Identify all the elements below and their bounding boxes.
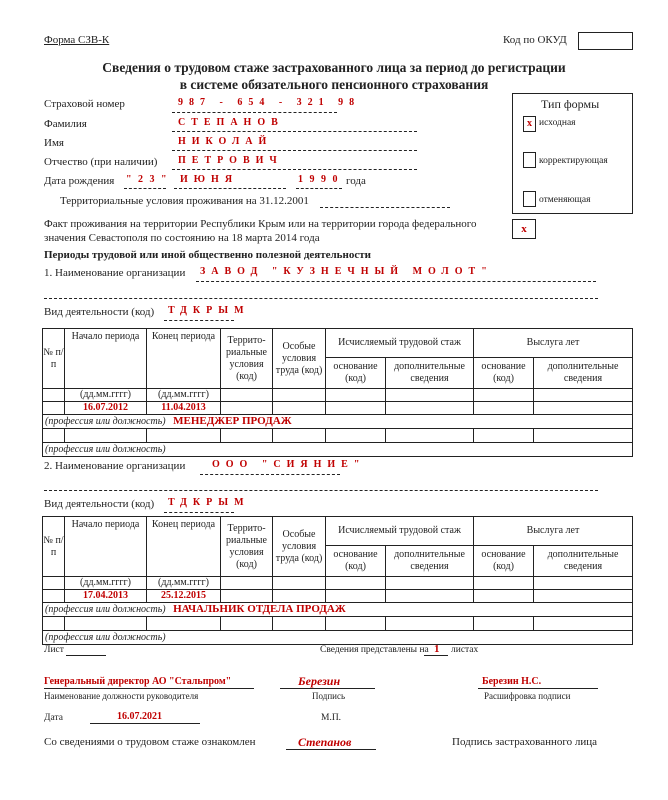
period-end[interactable]: 11.04.2013 — [147, 402, 221, 415]
service-basis-cell[interactable] — [474, 402, 534, 415]
service-extra-cell[interactable] — [534, 402, 633, 415]
head-name-underline — [478, 688, 598, 689]
insurance-label: Страховой номер — [44, 98, 125, 110]
stamp-place: М.П. — [321, 713, 342, 723]
form-type-original-checkbox[interactable]: х — [523, 116, 536, 132]
header-start: Начало периода — [65, 329, 147, 389]
head-position-caption: Наименование должности руководителя — [44, 691, 199, 701]
date-value[interactable]: 16.07.2021 — [117, 711, 162, 722]
org1-activity-underline — [164, 320, 234, 321]
sheet-label: Лист — [44, 645, 64, 655]
header-calc: Исчисляемый трудовой стаж — [326, 517, 474, 546]
date-underline — [90, 723, 200, 724]
period-start[interactable]: 17.04.2013 — [65, 590, 147, 603]
form-type-title: Тип формы — [541, 97, 600, 111]
head-name-caption: Расшифровка подписи — [484, 691, 571, 701]
head-signature-caption: Подпись — [312, 691, 346, 701]
name-value[interactable]: НИКОЛАЙ — [178, 136, 273, 147]
birth-month[interactable]: ИЮНЯ — [180, 174, 239, 185]
head-position-underline — [44, 688, 254, 689]
profession-value: МЕНЕДЖЕР ПРОДАЖ — [173, 415, 292, 427]
name-underline — [172, 150, 417, 151]
org1-period-table — [42, 328, 633, 457]
birth-label: Дата рождения — [44, 175, 115, 187]
date-format-hint: (дд.мм.гггг) — [65, 389, 147, 402]
header-service-basis: основание (код) — [474, 358, 534, 389]
org1-name[interactable]: ЗАВОД "КУЗНЕЧНЫЙ МОЛОТ" — [200, 266, 493, 277]
head-signature[interactable]: Березин — [298, 674, 341, 688]
profession-label: (профессия или должность) — [45, 443, 166, 455]
head-signature-underline — [280, 688, 375, 689]
profession-label: (профессия или должность) — [45, 604, 166, 615]
header-territorial: Террито-риальные условия (код) — [221, 329, 273, 389]
periods-title: Периоды трудовой или иной общественно полезной деятельности — [44, 249, 371, 261]
form-type-correcting-checkbox[interactable] — [523, 152, 536, 168]
org2-extra-line — [44, 490, 598, 491]
org2-name-underline — [200, 474, 340, 475]
sheet-underline — [66, 655, 106, 656]
profession-row-empty[interactable] — [43, 443, 633, 457]
calc-basis-cell[interactable] — [326, 402, 386, 415]
profession-label: (профессия или должность) — [45, 416, 166, 427]
org1-name-underline — [196, 281, 596, 282]
sheets-count[interactable]: 1 — [434, 643, 440, 655]
territory-underline — [320, 207, 450, 208]
org2-period-table — [42, 516, 633, 645]
form-title-line1: Сведения о трудовом стаже застрахованного лица за период до регистрации — [102, 60, 566, 75]
form-name: Форма СЗВ-К — [44, 34, 110, 46]
ack-signature-underline — [286, 749, 376, 750]
insurance-number[interactable]: 987 - 654 - 321 98 — [178, 97, 361, 108]
header-end: Конец периода — [147, 329, 221, 389]
form-type-original-label: исходная — [539, 118, 576, 128]
surname-label: Фамилия — [44, 118, 87, 130]
date-label: Дата — [44, 713, 63, 723]
form-type-cancelling-checkbox[interactable] — [523, 191, 536, 207]
org2-activity-underline — [164, 512, 234, 513]
patronymic-underline — [172, 169, 417, 170]
header-num: № п/п — [43, 329, 65, 389]
org1-activity-code[interactable]: ТДКРЫМ — [168, 305, 250, 316]
header-service: Выслуга лет — [474, 329, 633, 358]
head-position-value[interactable]: Генеральный директор АО "Стальпром" — [44, 676, 232, 687]
service-extra-cell[interactable] — [534, 590, 633, 603]
birth-day-underline — [124, 188, 166, 189]
head-name-value[interactable]: Березин Н.С. — [482, 676, 542, 687]
header-end: Конец периода — [147, 517, 221, 577]
calc-extra-cell[interactable] — [386, 402, 474, 415]
date-format-hint: (дд.мм.гггг) — [65, 577, 147, 590]
birth-year-underline — [296, 188, 342, 189]
name-label: Имя — [44, 137, 64, 149]
header-calc: Исчисляемый трудовой стаж — [326, 329, 474, 358]
birth-month-underline — [174, 188, 286, 189]
header-service: Выслуга лет — [474, 517, 633, 546]
header-calc-extra: дополнительные сведения — [386, 358, 474, 389]
date-format-hint: (дд.мм.гггг) — [147, 577, 221, 590]
header-calc-basis: основание (код) — [326, 358, 386, 389]
profession-row[interactable] — [43, 603, 633, 617]
calc-extra-cell[interactable] — [386, 590, 474, 603]
header-service-extra: дополнительные сведения — [534, 358, 633, 389]
header-service-extra: дополнительные сведения — [534, 546, 633, 577]
org2-name[interactable]: ООО "СИЯНИЕ" — [212, 459, 366, 470]
birth-year[interactable]: 1 9 9 0 — [298, 174, 340, 185]
header-special: Особые условия труда (код) — [273, 329, 326, 389]
sheets-count-underline — [424, 655, 448, 656]
period-start[interactable]: 16.07.2012 — [65, 402, 147, 415]
okud-label: Код по ОКУД — [503, 34, 567, 46]
org1-extra-line — [44, 298, 598, 299]
crimea-text-1: Факт проживания на территории Республики Крым или на территории города федерального — [44, 218, 477, 230]
header-service-basis: основание (код) — [474, 546, 534, 577]
header-special: Особые условия труда (код) — [273, 517, 326, 577]
year-word: года — [346, 175, 366, 187]
service-basis-cell[interactable] — [474, 590, 534, 603]
profession-row-empty[interactable] — [43, 631, 633, 645]
surname-value[interactable]: СТЕПАНОВ — [178, 117, 284, 128]
surname-underline — [172, 131, 417, 132]
ack-caption: Подпись застрахованного лица — [452, 736, 597, 748]
ack-text: Со сведениями о трудовом стаже ознакомлен — [44, 736, 256, 748]
insurance-underline — [172, 112, 337, 113]
profession-label: (профессия или должность) — [45, 631, 166, 643]
header-start: Начало периода — [65, 517, 147, 577]
profession-row[interactable] — [43, 415, 633, 429]
date-format-hint: (дд.мм.гггг) — [147, 389, 221, 402]
org1-label: 1. Наименование организации — [44, 267, 186, 279]
okud-field[interactable] — [578, 32, 633, 50]
calc-basis-cell[interactable] — [326, 590, 386, 603]
birth-day[interactable]: " 2 3 " — [126, 174, 169, 185]
form-type-cancelling-label: отменяющая — [539, 195, 591, 205]
header-num: № п/п — [43, 517, 65, 577]
org1-activity-label: Вид деятельности (код) — [44, 306, 155, 318]
form-title-line2: в системе обязательного пенсионного страхования — [179, 77, 489, 92]
special-cell[interactable] — [273, 590, 326, 603]
crimea-text-2: значения Севастополя по состоянию на 18 марта 2014 года — [44, 232, 320, 244]
org2-activity-code[interactable]: ТДКРЫМ — [168, 497, 250, 508]
org2-activity-label: Вид деятельности (код) — [44, 498, 155, 510]
patronymic-value[interactable]: ПЕТРОВИЧ — [178, 155, 283, 166]
header-calc-extra: дополнительные сведения — [386, 546, 474, 577]
form-type-correcting-label: корректирующая — [539, 156, 608, 166]
territorial-cell[interactable] — [221, 590, 273, 603]
submitted-label: Сведения представлены на — [320, 645, 429, 655]
row-num[interactable] — [43, 402, 65, 415]
form-type-box — [512, 93, 633, 214]
patronymic-label: Отчество (при наличии) — [44, 156, 158, 168]
ack-signature[interactable]: Степанов — [298, 735, 352, 749]
territorial-cell[interactable] — [221, 402, 273, 415]
period-end[interactable]: 25.12.2015 — [147, 590, 221, 603]
special-cell[interactable] — [273, 402, 326, 415]
header-calc-basis: основание (код) — [326, 546, 386, 577]
row-num[interactable] — [43, 590, 65, 603]
header-territorial: Террито-риальные условия (код) — [221, 517, 273, 577]
sheets-word: листах — [451, 645, 479, 655]
org2-label: 2. Наименование организации — [44, 460, 186, 472]
profession-value: НАЧАЛЬНИК ОТДЕЛА ПРОДАЖ — [173, 603, 346, 615]
crimea-checkbox[interactable]: х — [512, 219, 536, 239]
territory-text: Территориальные условия проживания на 31.12.2001 — [60, 195, 309, 207]
